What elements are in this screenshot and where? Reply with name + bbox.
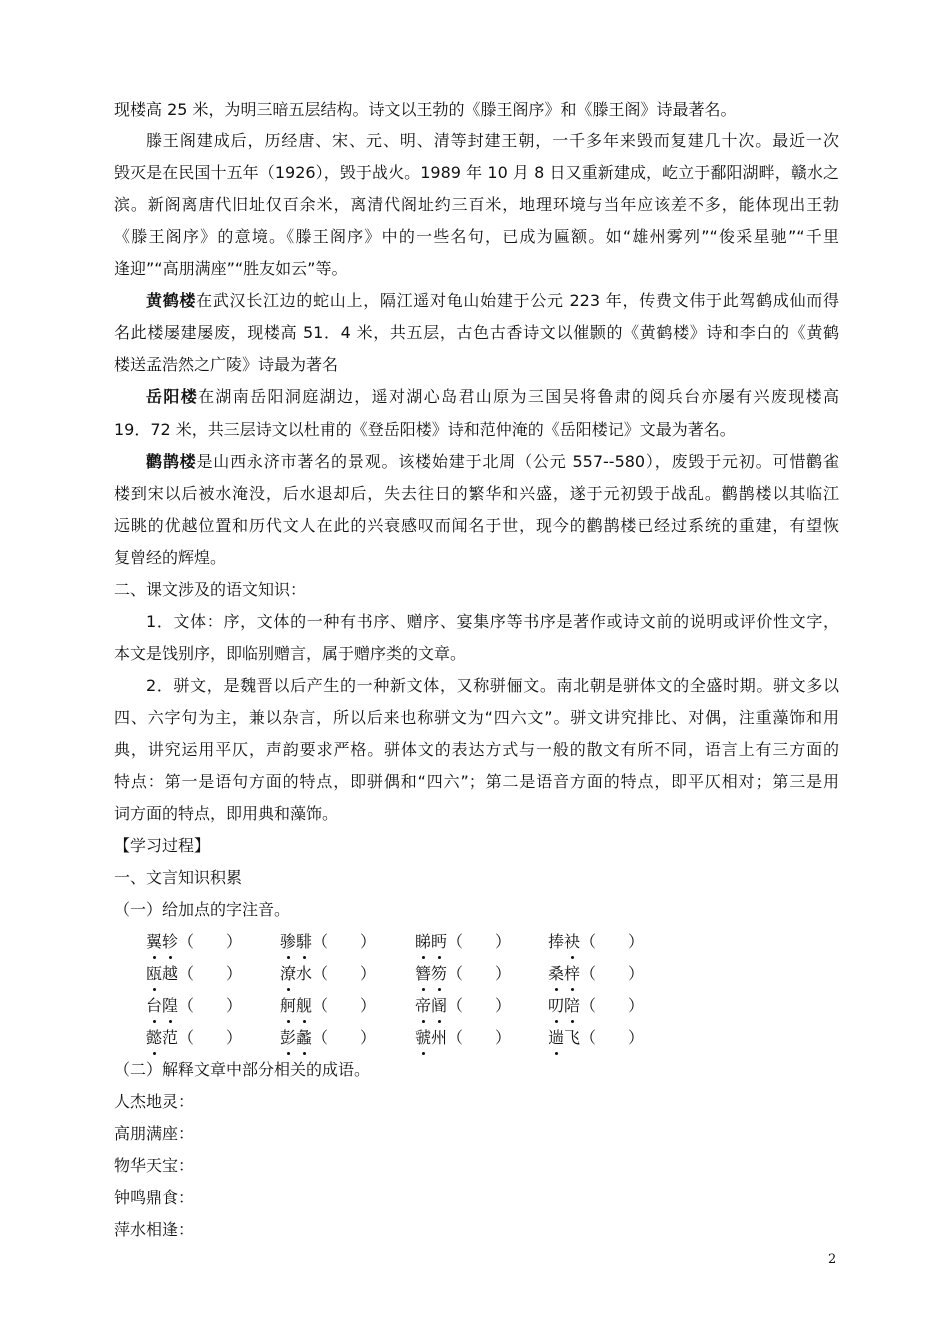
paragraph-line: 《滕王阁序》的意境。《滕王阁序》中的一些名句，已成为匾额。如“雄州雾列”“俊采星驰”“千里 bbox=[114, 227, 839, 246]
pinyin-item: 潦水（ ） bbox=[280, 964, 377, 983]
pinyin-item: 捧袂（ ） bbox=[548, 932, 645, 951]
pinyin-item: 叨陪（ ） bbox=[548, 996, 645, 1015]
paragraph-line: 毁灭是在民国十五年（1926），毁于战火。1989 年 10 月 8 日又重新建成，屹立于鄱阳湖畔，赣水之 bbox=[114, 163, 839, 182]
idiom-item: 人杰地灵： bbox=[114, 1092, 195, 1111]
pinyin-item: 翼轸（ ） bbox=[146, 932, 243, 951]
paragraph-line bbox=[146, 452, 839, 472]
tower-name: 岳阳楼 bbox=[146, 387, 199, 406]
paragraph-text: 是山西永济市著名的景观。该楼始建于北周（公元 557--580），废毁于元初。可惜鹳雀 bbox=[196, 452, 839, 471]
subsection-heading: （二）解释文章中部分相关的成语。 bbox=[114, 1060, 371, 1079]
paragraph-line: 远眺的优越位置和历代文人在此的兴衰感叹而闻名于世，现今的鹳鹊楼已经过系统的重建，有望恢 bbox=[114, 516, 839, 535]
pinyin-item: 帝阍（ ） bbox=[415, 996, 512, 1015]
paragraph-line bbox=[146, 387, 839, 407]
paragraph-line: 滕王阁建成后，历经唐、宋、元、明、清等封建王朝，一千多年来毁而复建几十次。最近一次 bbox=[146, 131, 839, 150]
pinyin-item: 桑梓（ ） bbox=[548, 964, 645, 983]
idiom-item: 萍水相逢： bbox=[114, 1220, 195, 1239]
page-number: 2 bbox=[828, 1252, 837, 1267]
pinyin-item: 懿范（ ） bbox=[146, 1028, 243, 1047]
section-heading: 一、文言知识积累 bbox=[114, 868, 243, 887]
paragraph-line: 四、六字句为主，兼以杂言，所以后来也称骈文为“四六文”。骈文讲究排比、对偶，注重藻饰和用 bbox=[114, 708, 839, 727]
paragraph-text: 在武汉长江边的蛇山上，隔江遥对龟山始建于公元 223 年，传费文伟于此驾鹤成仙而得 bbox=[196, 291, 839, 310]
idiom-item: 钟鸣鼎食： bbox=[114, 1188, 195, 1207]
paragraph-line: 楼到宋以后被水淹没，后水退却后，失去往日的繁华和兴盛，遂于元初毁于战乱。鹳鹊楼以其临江 bbox=[114, 484, 839, 503]
section-heading: 【学习过程】 bbox=[114, 836, 211, 855]
pinyin-item: 台隍（ ） bbox=[146, 996, 243, 1015]
tower-name: 黄鹤楼 bbox=[146, 291, 197, 310]
pinyin-item: 遄飞（ ） bbox=[548, 1028, 645, 1047]
pinyin-item: 骖騑（ ） bbox=[280, 932, 377, 951]
paragraph-line: 楼送孟浩然之广陵》诗最为著名 bbox=[114, 355, 339, 374]
paragraph-line: 现楼高 25 米，为明三暗五层结构。诗文以王勃的《滕王阁序》和《滕王阁》诗最著名。 bbox=[114, 100, 737, 119]
paragraph-line bbox=[146, 291, 839, 311]
paragraph-line: 2．骈文，是魏晋以后产生的一种新文体，又称骈俪文。南北朝是骈体文的全盛时期。骈文多以 bbox=[146, 676, 839, 695]
paragraph-line: 特点：第一是语句方面的特点，即骈偶和“四六”；第二是语音方面的特点，即平仄相对；第三是用 bbox=[114, 772, 839, 791]
paragraph-line: 名此楼屡建屡废，现楼高 51．4 米，共五层，古色古香诗文以催颢的《黄鹤楼》诗和李白的《黄鹤 bbox=[114, 323, 839, 342]
paragraph-line: 典，讲究运用平仄，声韵要求严格。骈体文的表达方式与一般的散文有所不同，语言上有三方面的 bbox=[114, 740, 839, 759]
paragraph-text: 在湖南岳阳洞庭湖边，遥对湖心岛君山原为三国吴将鲁肃的阅兵台亦屡有兴废现楼高 bbox=[198, 387, 839, 406]
tower-name: 鹳鹊楼 bbox=[146, 452, 197, 471]
idiom-item: 高朋满座： bbox=[114, 1124, 195, 1143]
paragraph-line: 19．72 米，共三层诗文以杜甫的《登岳阳楼》诗和范仲淹的《岳阳楼记》文最为著名。 bbox=[114, 420, 736, 439]
paragraph-line: 1．文体：序，文体的一种有书序、赠序、宴集序等书序是著作或诗文前的说明或评价性文字， bbox=[146, 612, 839, 631]
pinyin-item: 睇眄（ ） bbox=[415, 932, 512, 951]
pinyin-item: 舸舰（ ） bbox=[280, 996, 377, 1015]
section-heading: 二、课文涉及的语文知识： bbox=[114, 580, 307, 599]
idiom-item: 物华天宝： bbox=[114, 1156, 195, 1175]
paragraph-line: 滨。新阁离唐代旧址仅百余米，离清代阁址约三百米，地理环境与当年应该差不多，能体现出王勃 bbox=[114, 195, 839, 214]
paragraph-line: 复曾经的辉煌。 bbox=[114, 548, 227, 567]
pinyin-item: 瓯越（ ） bbox=[146, 964, 243, 983]
pinyin-item: 彭蠡（ ） bbox=[280, 1028, 377, 1047]
pinyin-item: 虢州（ ） bbox=[415, 1028, 512, 1047]
paragraph-line: 词方面的特点，即用典和藻饰。 bbox=[114, 804, 339, 823]
paragraph-line: 逢迎”“高朋满座”“胜友如云”等。 bbox=[114, 259, 348, 278]
subsection-heading: （一）给加点的字注音。 bbox=[114, 900, 291, 919]
paragraph-line: 本文是饯别序，即临别赠言，属于赠序类的文章。 bbox=[114, 644, 467, 663]
pinyin-item: 簪笏（ ） bbox=[415, 964, 512, 983]
